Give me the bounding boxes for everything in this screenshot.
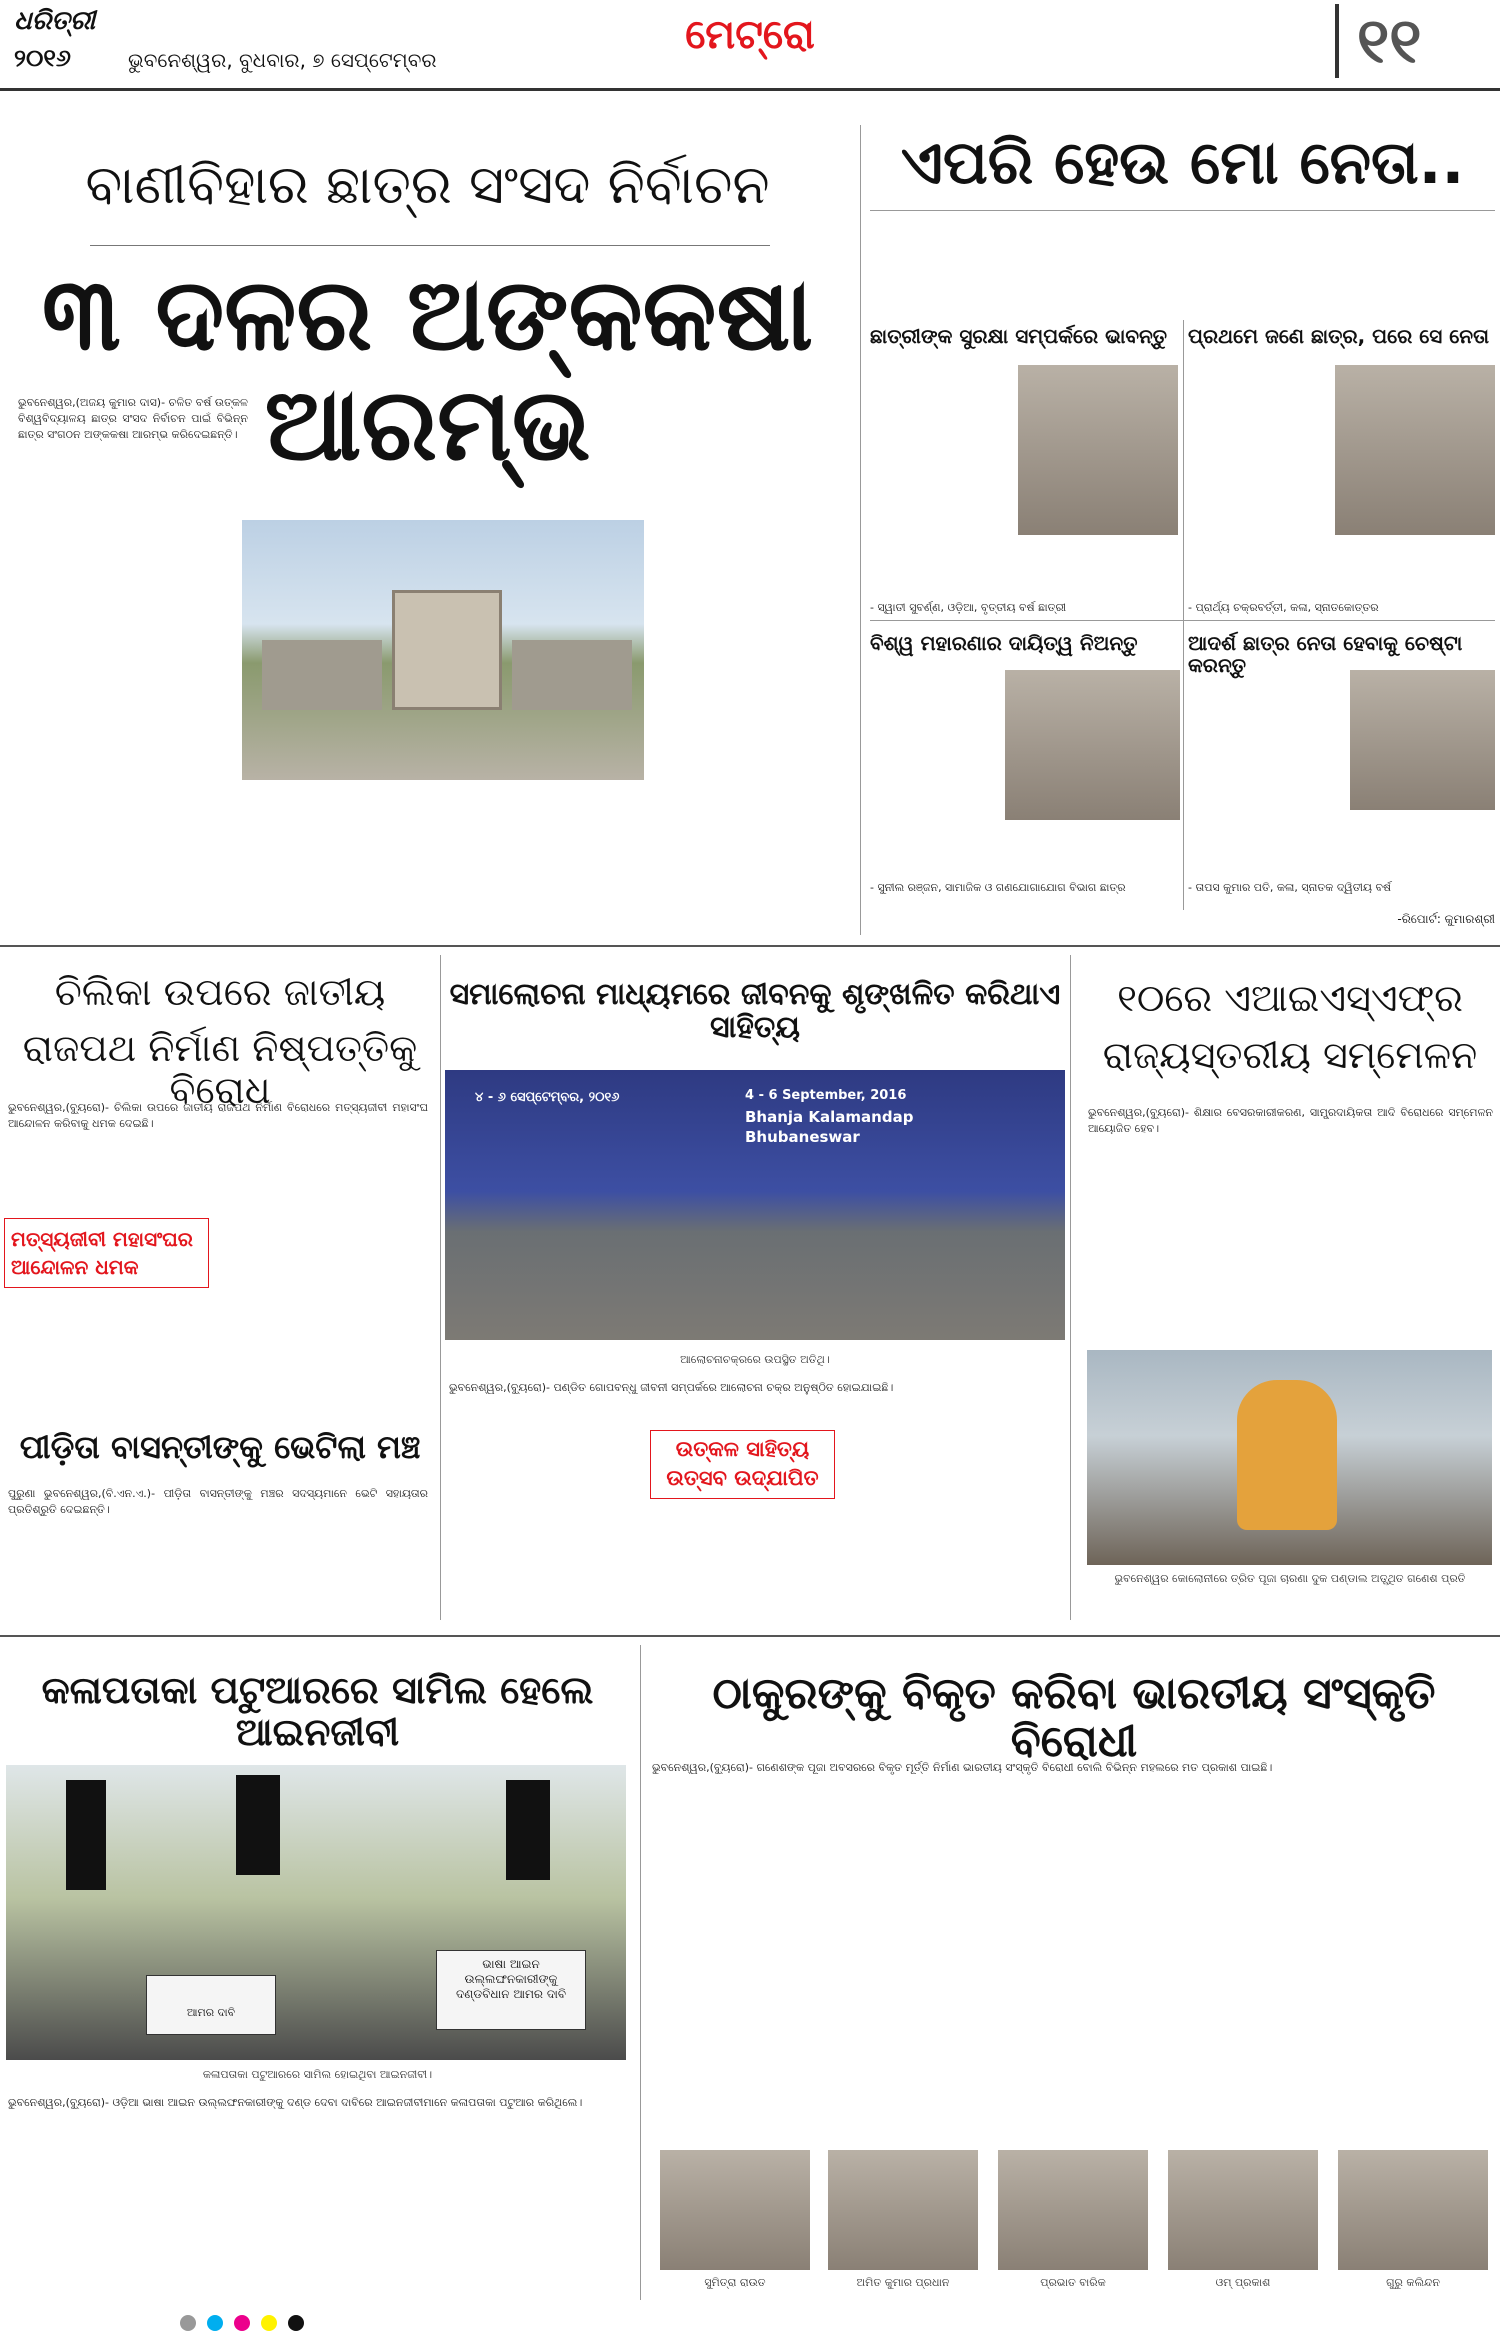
aisf-headline-2: ରାଜ୍ୟସ୍ତରୀୟ ସମ୍ମେଳନ [1102,1033,1478,1077]
banner-en-city: Bhubaneswar [745,1128,860,1146]
kalapataka-body: ଭୁବନେଶ୍ୱର,(ବ୍ୟୁରୋ)- ଓଡ଼ିଆ ଭାଷା ଆଇନ ଉଲ୍ଲଙ୍ଘନକାରୀଙ୍କୁ ଦଣ୍ଡ ଦେବା ଦାବିରେ ଆଇନଜୀବୀମାନେ କଳାପତାକା ପଟୁଆର କରିଥିଲେ। [8,2096,583,2109]
ganesh-photo [1087,1350,1492,1565]
basanti-body: ପୁରୁଣା ଭୁବନେଶ୍ୱର,(ବି.ଏନ.ଏ.)- ପୀଡ଼ିତା ବାସନ୍ତୀଙ୍କୁ ମଞ୍ଚର ସଦସ୍ୟମାନେ ଭେଟି ସହାୟତାର ପ୍ରତିଶ୍ରୁତି ଦେଇଛନ୍ତି। [8,1487,428,1516]
registration-marks [180,2315,1380,2333]
campus-gate-photo [242,520,644,780]
side-item-1-title: ଛାତ୍ରୀଙ୍କ ସୁରକ୍ଷା ସମ୍ପର୍କରେ ଭାବନ୍ତୁ [870,324,1168,348]
side-item-2-title: ପ୍ରଥମେ ଜଣେ ଛାତ୍ର, ପରେ ସେ ନେତା [1188,324,1489,348]
placard-right-text: ଭାଷା ଆଇନ ଉଲ୍ଲଙ୍ଘନକାରୀଙ୍କୁ ଦଣ୍ଡବିଧାନ ଆମର ଦାବି [455,1957,567,2001]
banner-en-venue: Bhanja Kalamandap [745,1108,914,1126]
chilika-headline-1: ଚିଲିକା ଉପରେ ଜାତୀୟ [54,970,386,1014]
portrait-sunil [1005,670,1180,820]
placard-left [146,1975,276,2035]
sahitya-tag: ଉତ୍କଳ ସାହିତ୍ୟ ଉତ୍ସବ ଉଦ୍ଯାପିତ [650,1430,835,1499]
side-feature [870,130,1495,930]
banner-en-date: 4 - 6 September, 2016 [745,1088,907,1103]
banner-odia: ୪ - ୬ ସେପ୍ଟେମ୍ବର, ୨୦୧୬ [475,1090,620,1105]
kalapataka-headline: କଳାପତାକା ପଟୁଆରରେ ସାମିଲ ହେଲେ ଆଇନଜୀବୀ [41,1668,594,1754]
lawyers-protest-photo [6,1765,626,2060]
placard-left-text: ଆମର ଦାବି [186,2006,236,2019]
chilika-tag: ମତ୍ସ୍ୟଜୀବୀ ମହାସଂଘର ଆନ୍ଦୋଳନ ଧମକ [4,1218,209,1288]
portrait-caption-4: ଓମ୍ ପ୍ରକାଶ [1215,2276,1271,2289]
portrait-caption-2: ଅମିତ କୁମାର ପ୍ରଧାନ [856,2276,950,2289]
portrait-caption-1: ସୁମିତ୍ରା ରାଉତ [704,2276,766,2289]
registration-dot [207,2315,223,2331]
side-item-3-title: ବିଶ୍ୱ ମହାରଣାର ଦାୟିତ୍ୱ ନିଅନ୍ତୁ [870,631,1138,655]
portrait-guru [1338,2150,1488,2270]
thakur-story [648,1650,1500,2295]
portrait-om [1168,2150,1318,2270]
aisf-story [1080,960,1500,1620]
page-number: ୧୧ [1335,4,1485,78]
portrait-caption-3: ପ୍ରଭାତ ବାରିକ [1040,2276,1106,2289]
kalapataka-story [0,1650,635,2295]
aisf-caption: ଭୁବନେଶ୍ୱର କୋଲୋନୀରେ ତ୍ରିତ ପୂଜା ଚାରଣା ଦୁକ ପଣ୍ଡାଲ ଅତ୍ସ୍ଥିତ ଗଣେଶ ପ୍ରତି [1114,1572,1466,1585]
chilika-body: ଭୁବନେଶ୍ୱର,(ବ୍ୟୁରୋ)- ଚିଲିକା ଉପରେ ଜାତୀୟ ରାଜପଥ ନିର୍ମାଣ ବିରୋଧରେ ମତ୍ସ୍ୟଜୀବୀ ମହାସଂଘ ଆନ୍ଦୋଳନ କରିବାକୁ ଧମକ ଦେଇଛି। [8,1101,428,1130]
seminar-photo [445,1070,1065,1340]
side-item-3-byline: - ସୁନୀଲ ରଞ୍ଜନ, ସାମାଜିକ ଓ ଗଣଯୋଗାଯୋଗ ବିଭାଗ ଛାତ୍ର [870,881,1126,894]
sahitya-caption: ଆଲୋଚନାଚକ୍ରରେ ଉପସ୍ଥିତ ଅତିଥି। [680,1353,830,1366]
sahitya-body: ଭୁବନେଶ୍ୱର,(ବ୍ୟୁରୋ)- ପଣ୍ଡିତ ଗୋପବନ୍ଧୁ ଜୀବନୀ ସମ୍ପର୍କରେ ଆଲୋଚନା ଚକ୍ର ଅନୁଷ୍ଠିତ ହୋଇଯାଇଛି। [449,1381,894,1394]
masthead [0,0,1500,90]
portrait-tapas [1350,670,1495,810]
aisf-body: ଭୁବନେଶ୍ୱର,(ବ୍ୟୁରୋ)- ଶିକ୍ଷାର ବେସରକାରୀକରଣ, ସାମ୍ପ୍ରଦାୟିକତା ଆଦି ବିରୋଧରେ ସମ୍ମେଳନ ଆୟୋଜିତ ହେବ। [1088,1106,1493,1135]
top-story-lead: ଭୁବନେଶ୍ୱର,(ଅଜୟ କୁମାର ଦାସ)- ଚଳିତ ବର୍ଷ ଉତ୍କଳ ବିଶ୍ୱବିଦ୍ୟାଳୟ ଛାତ୍ର ସଂସଦ ନିର୍ବାଚନ ପାଇଁ ବିଭିନ୍ନ ଛାତ୍ର ସଂଗଠନ ଅଙ୍କକଷା ଆରମ୍ଭ କରିଦେଇଛନ୍ତି। [18,396,248,441]
aisf-headline-1: ୧୦ରେ ଏଆଇଏସ୍ଏଫ୍‌ର [1117,976,1463,1020]
portrait-prarthya [1335,365,1495,535]
basanti-story [0,1430,440,1630]
portrait-caption-5: ଗୁରୁ କଲିନ୍ଦନ [1386,2276,1440,2289]
reporter-credit: -ରିପୋର୍ଟ: କୁମାରଶ୍ରୀ [1397,912,1495,926]
registration-dot [180,2315,196,2331]
dateline: ଭୁବନେଶ୍ୱର, ବୁଧବାର, ୭ ସେପ୍ଟେମ୍ବର [128,48,437,72]
section-title: ମେଟ୍ରୋ [685,12,815,58]
registration-dot [288,2315,304,2331]
portrait-sumitra [660,2150,810,2270]
side-item-4-byline: - ତାପସ କୁମାର ପତି, କଳା, ସ୍ନାତକ ଦ୍ୱିତୀୟ ବର୍ଷ [1188,881,1392,894]
top-story-body [18,395,248,915]
kalapataka-caption: କଳାପତାକା ପଟୁଆରରେ ସାମିଲ ହୋଇଥିବା ଆଇନଜୀବୀ। [202,2068,433,2081]
side-item-4-title: ଆଦର୍ଶ ଛାତ୍ର ନେତା ହେବାକୁ ଚେଷ୍ଟା କରନ୍ତୁ [1188,631,1463,677]
thakur-body: ଭୁବନେଶ୍ୱର,(ବ୍ୟୁରୋ)- ଗଣେଶଙ୍କ ପୂଜା ଅବସରରେ ବିକୃତ ମୂର୍ତ୍ତି ନିର୍ମାଣ ଭାରତୀୟ ସଂସ୍କୃତି ବିରୋଧୀ ବୋଲି ବିଭିନ୍ନ ମହଲରେ ମତ ପ୍ରକାଶ ପାଇଛି। [652,1761,1273,1774]
sahitya-story [445,960,1065,1620]
side-headline: ଏପରି ହେଉ ମୋ ନେତା.. [900,128,1465,198]
thakur-headline: ଠାକୁରଙ୍କୁ ବିକୃତ କରିବା ଭାରତୀୟ ସଂସ୍କୃତି ବିରୋଧୀ [712,1668,1436,1768]
registration-dot [234,2315,250,2331]
registration-dot [261,2315,277,2331]
chilika-headline-2: ରାଜପଥ ନିର୍ମାଣ ନିଷ୍ପତ୍ତିକୁ ବିରୋଧ [22,1026,418,1112]
placard-right [436,1950,586,2030]
side-item-2-byline: - ପ୍ରାର୍ଥ୍ୟ ଚକ୍ରବର୍ତ୍ତୀ, କଳା, ସ୍ନାତକୋତ୍ତର [1188,601,1379,614]
portrait-swati [1018,365,1178,535]
side-item-1-byline: - ସ୍ୱାତୀ ସୁବର୍ଣ୍ଣ, ଓଡ଼ିଆ, ବୃତ୍ତୀୟ ବର୍ଷ ଛାତ୍ରୀ [870,601,1067,614]
top-kicker: ବାଣୀବିହାର ଛାତ୍ର ସଂସଦ ନିର୍ବାଚନ [85,153,770,216]
basanti-headline: ପୀଡ଼ିତା ବାସନ୍ତୀଙ୍କୁ ଭେଟିଲା ମଞ୍ଚ [19,1428,421,1466]
year: ୨୦୧୬ [14,44,71,72]
top-headline: ୩ ଦଳର ଅଙ୍କକଷା ଆରମ୍ଭ [41,256,814,483]
sahitya-headline: ସମାଲୋଚନା ମାଧ୍ୟମରେ ଜୀବନକୁ ଶୃଙ୍ଖଳିତ କରିଥାଏ ସାହିତ୍ୟ [449,977,1061,1045]
top-story [10,125,845,930]
logo: ଧରିତ୍ରୀ [14,6,96,36]
portrait-amit [828,2150,978,2270]
portrait-prabhat [998,2150,1148,2270]
